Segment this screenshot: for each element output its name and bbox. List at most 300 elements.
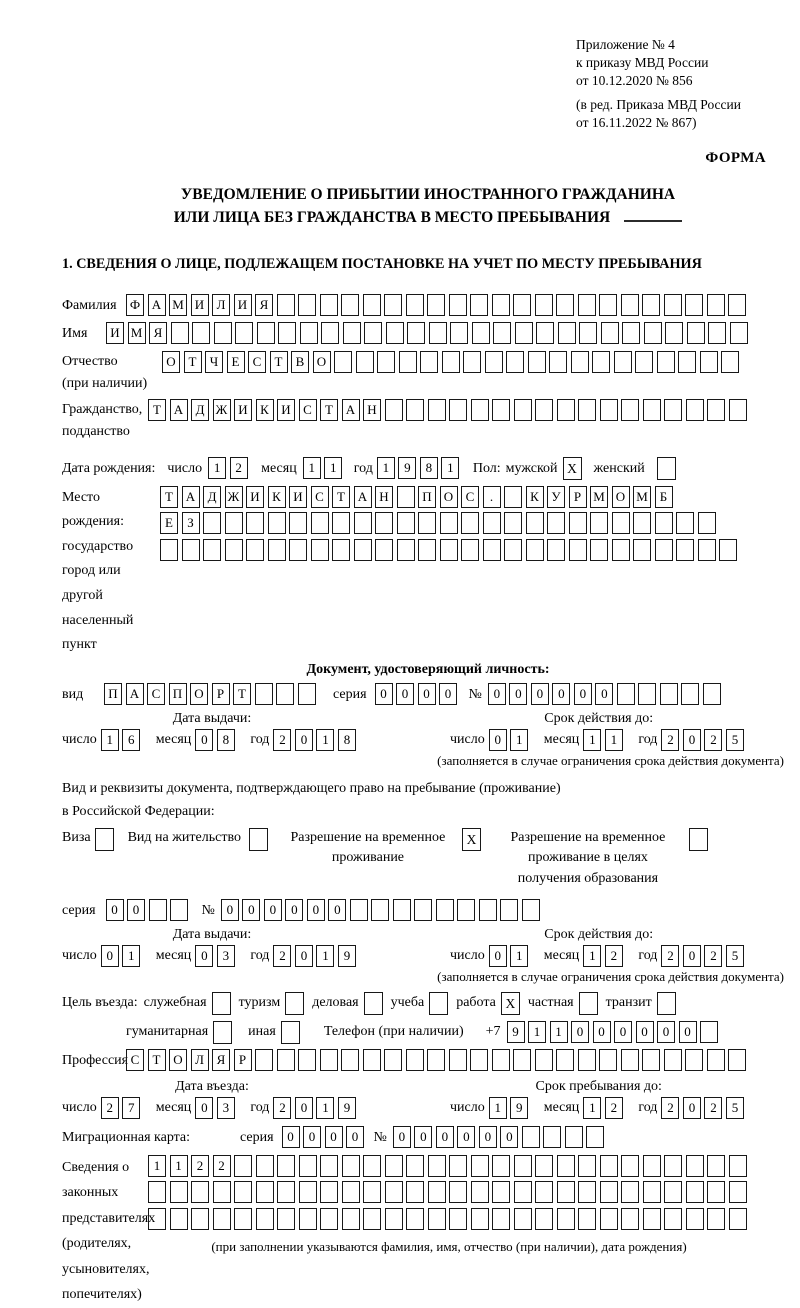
representatives-label-line: усыновителях, [62, 1261, 150, 1277]
char-cell [406, 1208, 424, 1230]
char-cell [643, 399, 661, 421]
surname-boxes [126, 294, 750, 316]
char-cell: 2 [273, 729, 291, 751]
char-cell [225, 512, 243, 534]
char-cell [492, 294, 510, 316]
stay-month [583, 1097, 626, 1119]
char-cell: А [170, 399, 188, 421]
char-cell: 0 [307, 899, 325, 921]
day-label: число [62, 732, 97, 748]
char-cell [440, 539, 458, 561]
representatives-note: (при заполнении указываются фамилия, имя, отчество (при наличии), дата рождения) [211, 1238, 687, 1254]
representatives-row [148, 1155, 750, 1177]
residence-issue-month [195, 945, 238, 967]
char-cell [569, 539, 587, 561]
year-label: год [250, 732, 270, 748]
char-cell: 0 [285, 899, 303, 921]
phone-prefix: +7 [485, 1024, 501, 1040]
birth-year-boxes [377, 457, 463, 479]
char-cell [364, 322, 382, 344]
char-cell [399, 351, 417, 373]
entry-label: Дата въезда: [175, 1079, 249, 1095]
char-cell [320, 1208, 338, 1230]
purpose-label: Цель въезда: [62, 995, 138, 1011]
char-cell [730, 322, 748, 344]
char-cell [470, 1049, 488, 1071]
char-cell [255, 1049, 273, 1071]
char-cell: С [311, 486, 329, 508]
char-cell [192, 322, 210, 344]
phone-label: Телефон (при наличии) [323, 1024, 464, 1040]
char-cell [535, 1155, 553, 1177]
char-cell [514, 1155, 532, 1177]
char-cell: 7 [122, 1097, 140, 1119]
char-cell [729, 1155, 747, 1177]
profession-row [62, 1049, 794, 1073]
char-cell [657, 351, 675, 373]
char-cell: О [162, 351, 180, 373]
char-cell [342, 1155, 360, 1177]
char-cell: 0 [396, 683, 414, 705]
char-cell [483, 512, 501, 534]
char-cell [256, 1208, 274, 1230]
char-cell [385, 1208, 403, 1230]
char-cell [635, 351, 653, 373]
char-cell [504, 539, 522, 561]
char-cell [686, 399, 704, 421]
section1-heading: 1. СВЕДЕНИЯ О ЛИЦЕ, ПОДЛЕЖАЩЕМ ПОСТАНОВКЕ НА УЧЕТ ПО МЕСТУ ПРЕБЫВАНИЯ [62, 255, 702, 272]
char-cell: 2 [661, 1097, 679, 1119]
char-cell: И [191, 294, 209, 316]
char-cell [707, 1155, 725, 1177]
char-cell [590, 539, 608, 561]
year-label: год [250, 1100, 270, 1116]
char-cell: 2 [273, 945, 291, 967]
char-cell: 0 [418, 683, 436, 705]
purpose-study-checkbox [429, 992, 448, 1015]
char-cell [504, 512, 522, 534]
char-cell [356, 351, 374, 373]
char-cell: 5 [726, 729, 744, 751]
char-cell: О [612, 486, 630, 508]
char-cell [643, 1208, 661, 1230]
char-cell: 1 [510, 945, 528, 967]
char-cell [320, 1181, 338, 1203]
option-temp-residence-label: Разрешение на временное проживание [290, 830, 446, 866]
char-cell [557, 1181, 575, 1203]
char-cell [664, 1208, 682, 1230]
char-cell [449, 1181, 467, 1203]
char-cell: 0 [295, 729, 313, 751]
residence-expiry-day [489, 945, 532, 967]
char-cell [592, 351, 610, 373]
char-cell: 1 [316, 729, 334, 751]
char-cell [234, 1208, 252, 1230]
char-cell [407, 322, 425, 344]
char-cell [170, 899, 188, 921]
day-label: число [450, 732, 485, 748]
char-cell [214, 322, 232, 344]
char-cell [685, 1049, 703, 1071]
char-cell [436, 899, 454, 921]
char-cell: 0 [295, 945, 313, 967]
char-cell: 2 [605, 945, 623, 967]
identity-issue-year [273, 729, 359, 751]
char-cell [300, 322, 318, 344]
char-cell [427, 1049, 445, 1071]
char-cell: О [169, 1049, 187, 1071]
char-cell [660, 683, 678, 705]
char-cell: П [104, 683, 122, 705]
char-cell [471, 1181, 489, 1203]
char-cell [277, 1181, 295, 1203]
birth-place-boxes-1 [160, 486, 676, 508]
char-cell: 0 [479, 1126, 497, 1148]
residence-series-boxes [106, 899, 192, 921]
char-cell [665, 322, 683, 344]
char-cell [599, 294, 617, 316]
month-label: месяц [155, 1100, 192, 1116]
char-cell [493, 322, 511, 344]
char-cell [612, 539, 630, 561]
char-cell [664, 1181, 682, 1203]
birth-place-row [160, 486, 741, 508]
char-cell: Р [234, 1049, 252, 1071]
purpose-humanitarian-checkbox [213, 1021, 232, 1044]
char-cell [311, 539, 329, 561]
char-cell [461, 512, 479, 534]
char-cell [256, 1155, 274, 1177]
phone-boxes [507, 1021, 722, 1043]
char-cell [385, 1181, 403, 1203]
birth-place-labels [62, 486, 160, 658]
char-cell: 0 [325, 1126, 343, 1148]
identity-expiry-month [583, 729, 626, 751]
char-cell: 0 [328, 899, 346, 921]
char-cell [644, 322, 662, 344]
char-cell: 0 [414, 1126, 432, 1148]
sex-female-label: женский [593, 461, 645, 477]
char-cell [406, 1049, 424, 1071]
char-cell [350, 899, 368, 921]
char-cell [586, 1126, 604, 1148]
char-cell [257, 322, 275, 344]
char-cell: О [313, 351, 331, 373]
migration-number-label: № [373, 1130, 387, 1146]
char-cell [522, 1126, 540, 1148]
char-cell [600, 1155, 618, 1177]
char-cell [686, 1208, 704, 1230]
char-cell: Д [191, 399, 209, 421]
residence-expiry-label: Срок действия до: [544, 927, 654, 943]
birth-place-block [62, 486, 794, 658]
char-cell [457, 899, 475, 921]
char-cell: 0 [614, 1021, 632, 1043]
char-cell [504, 486, 522, 508]
char-cell: 2 [661, 729, 679, 751]
birth-date-label: Дата рождения: [62, 461, 156, 477]
char-cell: 0 [195, 945, 213, 967]
char-cell: 0 [457, 1126, 475, 1148]
char-cell [601, 322, 619, 344]
char-cell: Р [212, 683, 230, 705]
char-cell: 6 [122, 729, 140, 751]
char-cell: Т [148, 1049, 166, 1071]
identity-type-row [62, 683, 794, 707]
migration-card-label: Миграционная карта: [62, 1130, 191, 1146]
char-cell [428, 1208, 446, 1230]
char-cell: М [128, 322, 146, 344]
purpose-other: иная [248, 1021, 300, 1044]
char-cell: С [248, 351, 266, 373]
char-cell: 1 [377, 457, 395, 479]
residence-intro-line2: в Российской Федерации: [62, 803, 215, 819]
char-cell [171, 322, 189, 344]
char-cell: 0 [127, 899, 145, 921]
month-label: месяц [155, 948, 192, 964]
char-cell: 2 [213, 1155, 231, 1177]
citizenship-label: Гражданство, [62, 402, 143, 418]
char-cell [375, 512, 393, 534]
char-cell [397, 486, 415, 508]
char-cell [535, 1049, 553, 1071]
day-label: число [62, 1100, 97, 1116]
char-cell: 0 [393, 1126, 411, 1148]
char-cell [492, 1155, 510, 1177]
char-cell: 1 [489, 1097, 507, 1119]
char-cell [729, 1181, 747, 1203]
purpose-row-1 [62, 991, 794, 1015]
char-cell: 0 [636, 1021, 654, 1043]
residence-expiry-note: (заполняется в случае ограничения срока действия документа) [437, 969, 784, 985]
char-cell: 9 [510, 1097, 528, 1119]
char-cell [148, 1181, 166, 1203]
char-cell: 1 [101, 729, 119, 751]
char-cell [621, 1049, 639, 1071]
amendment-line: от 16.11.2022 № 867) [576, 115, 697, 131]
char-cell: 0 [221, 899, 239, 921]
char-cell: 1 [122, 945, 140, 967]
identity-issue-label: Дата выдачи: [172, 711, 252, 727]
identity-type-boxes [104, 683, 319, 705]
char-cell [676, 539, 694, 561]
char-cell [685, 294, 703, 316]
entry-col [62, 1079, 410, 1120]
char-cell: 0 [552, 683, 570, 705]
char-cell [676, 512, 694, 534]
char-cell [617, 683, 635, 705]
char-cell: 3 [217, 1097, 235, 1119]
identity-expiry-note: (заполняется в случае ограничения срока действия документа) [437, 753, 784, 769]
char-cell: Ж [225, 486, 243, 508]
char-cell [213, 1208, 231, 1230]
char-cell [406, 399, 424, 421]
year-label: год [250, 948, 270, 964]
char-cell [420, 351, 438, 373]
sex-female-checkbox [657, 457, 676, 480]
char-cell: И [234, 294, 252, 316]
char-cell [557, 1155, 575, 1177]
char-cell [363, 1181, 381, 1203]
char-cell [256, 1181, 274, 1203]
char-cell: А [342, 399, 360, 421]
option-temp-residence-education-label: Разрешение на временное проживание в целях получения образования [510, 830, 666, 886]
char-cell [703, 683, 721, 705]
char-cell: 2 [605, 1097, 623, 1119]
char-cell: 3 [217, 945, 235, 967]
char-cell [578, 1155, 596, 1177]
char-cell [397, 539, 415, 561]
char-cell: 0 [195, 1097, 213, 1119]
char-cell [449, 1155, 467, 1177]
month-label: месяц [543, 732, 580, 748]
char-cell [289, 539, 307, 561]
residence-intro-line1: Вид и реквизиты документа, подтверждающего право на пребывание (проживание) [62, 781, 561, 797]
char-cell [298, 294, 316, 316]
month-label: месяц [155, 732, 192, 748]
option-temp-residence [282, 828, 481, 869]
representatives-row [148, 1181, 750, 1203]
char-cell [276, 683, 294, 705]
patronymic-sublabel: (при наличии) [62, 375, 148, 391]
char-cell: П [169, 683, 187, 705]
char-cell [492, 1208, 510, 1230]
char-cell [578, 294, 596, 316]
char-cell: С [147, 683, 165, 705]
char-cell: З [182, 512, 200, 534]
residence-issue-col [62, 927, 410, 968]
title-underline [624, 218, 682, 222]
char-cell [449, 399, 467, 421]
char-cell [664, 1155, 682, 1177]
char-cell: К [256, 399, 274, 421]
patronymic-row [62, 351, 794, 395]
char-cell: Н [375, 486, 393, 508]
char-cell [599, 1049, 617, 1071]
migration-number-boxes [393, 1126, 608, 1148]
forma-label: ФОРМА [705, 150, 766, 167]
char-cell: 1 [583, 1097, 601, 1119]
char-cell [708, 322, 726, 344]
char-cell: А [148, 294, 166, 316]
birth-day-label: число [167, 461, 203, 477]
name-row [62, 322, 794, 346]
char-cell: И [234, 399, 252, 421]
char-cell [278, 322, 296, 344]
char-cell: Т [184, 351, 202, 373]
char-cell: Я [149, 322, 167, 344]
birth-place-rows [160, 486, 741, 658]
char-cell: 0 [595, 683, 613, 705]
char-cell: 0 [489, 729, 507, 751]
birth-month-label: месяц [261, 461, 297, 477]
purpose-other-checkbox [281, 1021, 300, 1044]
identity-issue-col [62, 711, 410, 752]
char-cell [729, 1208, 747, 1230]
char-cell: Я [212, 1049, 230, 1071]
option-visa-label: Виза [62, 830, 91, 845]
char-cell: К [526, 486, 544, 508]
char-cell: 1 [583, 945, 601, 967]
char-cell [471, 399, 489, 421]
birth-place-label: населенный пункт [62, 612, 134, 653]
amendment-line: (в ред. Приказа МВД России [576, 97, 741, 113]
char-cell [354, 512, 372, 534]
residence-dates [62, 927, 794, 968]
citizenship-boxes [148, 399, 750, 421]
char-cell: Я [255, 294, 273, 316]
char-cell [721, 351, 739, 373]
char-cell [513, 294, 531, 316]
char-cell [363, 1049, 381, 1071]
birth-place-boxes-2 [160, 512, 719, 534]
char-cell [536, 322, 554, 344]
identity-issue-month [195, 729, 238, 751]
char-cell [191, 1208, 209, 1230]
char-cell [571, 351, 589, 373]
char-cell [600, 1181, 618, 1203]
option-temp-residence-education [495, 828, 708, 889]
char-cell [406, 1155, 424, 1177]
char-cell [320, 294, 338, 316]
char-cell [213, 1181, 231, 1203]
option-residence-permit-label: Вид на жительство [127, 830, 241, 845]
year-label: год [638, 1100, 658, 1116]
entry-day [101, 1097, 144, 1119]
char-cell [332, 512, 350, 534]
char-cell [526, 539, 544, 561]
char-cell [621, 1181, 639, 1203]
appendix-block [576, 36, 776, 132]
char-cell [621, 1208, 639, 1230]
char-cell [203, 512, 221, 534]
char-cell: Н [363, 399, 381, 421]
char-cell: 9 [507, 1021, 525, 1043]
char-cell: У [547, 486, 565, 508]
char-cell: М [169, 294, 187, 316]
residence-options [62, 828, 794, 889]
birth-date-row [62, 457, 794, 481]
char-cell [472, 322, 490, 344]
char-cell [728, 1049, 746, 1071]
char-cell [406, 294, 424, 316]
char-cell: 2 [273, 1097, 291, 1119]
char-cell [341, 294, 359, 316]
char-cell [363, 294, 381, 316]
char-cell: 1 [441, 457, 459, 479]
identity-doc-heading: Документ, удостоверяющий личность: [306, 661, 550, 677]
birth-place-label: государство [62, 538, 134, 554]
char-cell [578, 1208, 596, 1230]
citizenship-sublabel: подданство [62, 424, 130, 440]
char-cell [311, 512, 329, 534]
representatives-label-line: (родителях, [62, 1236, 132, 1252]
char-cell [160, 539, 178, 561]
char-cell [728, 294, 746, 316]
char-cell [547, 512, 565, 534]
sex-male-label: мужской [505, 461, 558, 477]
char-cell: 1 [303, 457, 321, 479]
char-cell [471, 1155, 489, 1177]
char-cell [471, 1208, 489, 1230]
char-cell [479, 899, 497, 921]
char-cell: К [268, 486, 286, 508]
char-cell [299, 1181, 317, 1203]
purpose-tourism: туризм [239, 992, 305, 1015]
char-cell [522, 899, 540, 921]
birth-year-label: год [353, 461, 373, 477]
char-cell [386, 322, 404, 344]
